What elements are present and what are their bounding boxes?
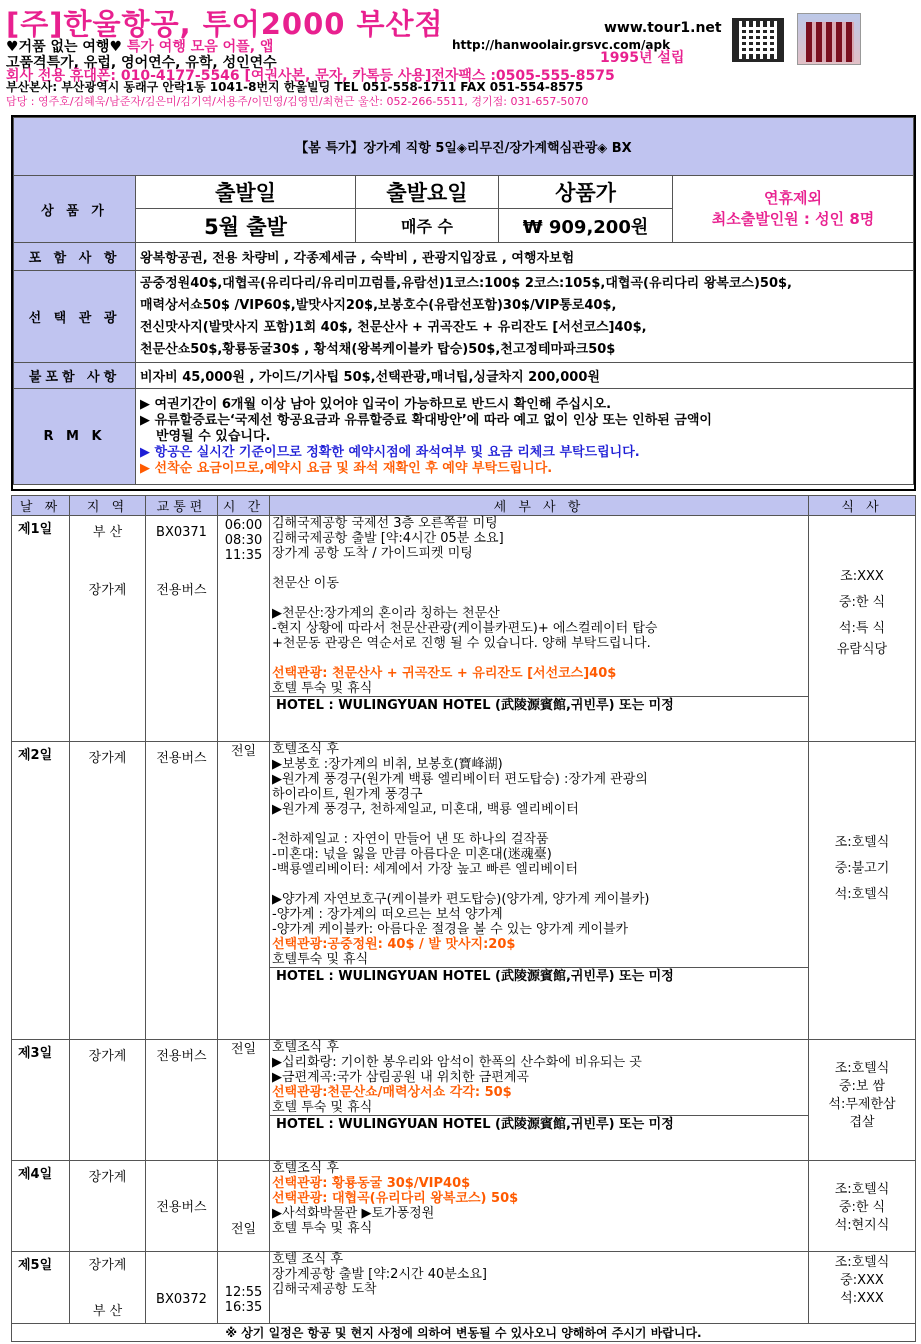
- transport-cell: 전용버스: [146, 1040, 218, 1161]
- meals-cell: 조:호텔식 중:불고기 석:호텔식: [809, 742, 916, 1040]
- hotline: 회사 전용 휴대폰: 010-4177-5546 [여권사본, 문자, 카톡등 사용]전자팩스 :0505-555-8575: [6, 68, 615, 84]
- th-details: 세 부 사 항: [270, 496, 809, 516]
- day-row: [12, 1161, 916, 1252]
- day-label: 제3일: [12, 1040, 70, 1161]
- exclusions: 비자비 45,000원 , 가이드/기사팁 50$,선택관광,매너팁,싱글차지 200,000원: [136, 363, 914, 389]
- col-depart: 출발일: [136, 176, 356, 209]
- transport-cell: BX0372: [146, 1252, 218, 1324]
- incl-label: 포 함 사 항: [14, 243, 136, 271]
- office-building-photo: [797, 13, 861, 65]
- min-pax: 최소출발인원 : 성인 8명: [711, 210, 875, 228]
- time-cell: 06:00 08:30 11:35: [218, 516, 270, 742]
- rmk-label: R M K: [14, 389, 136, 485]
- region-cell: 장가계: [70, 742, 146, 1040]
- agency-header: [0, 0, 921, 112]
- region-cell: 장가계 부 산: [70, 1252, 146, 1324]
- depart-weekday: 매주 수: [356, 209, 499, 243]
- transport-cell: 전용버스: [146, 742, 218, 1040]
- time-cell: 전일: [218, 742, 270, 1040]
- depart-month: 5월 출발: [136, 209, 356, 243]
- day-row: [12, 742, 916, 1040]
- detail-cell: 호텔조식 후 ▶보봉호 :장가계의 비취, 보봉호(寶峰湖) ▶원가계 풍경구(원가계 백룡 엘리베이터 편도탑승) :장가계 관광의 하이라이트, 원가계 풍경구 ▶원가계 풍경구, 천하제일교, 미혼대, 백룡 엘리베이터 -천하제일교 : 자연이 만들어 낸 또 하나의 걸작품 -미혼대: 넋을 잃을 만큼 아름다운 미혼대(迷魂臺) -백룡엘리베이터: 세계에서 가장 높고 빠른 엘리베이터 ▶양가계 자연보호구(케이블카 편도탑승)(양가계, 양가계 케이블카) -양가계 : 장가계의 떠오르는 보석 양가계 -양가계 케이블카: 아름다운 절경을 볼 수 있는 양가계 케이블카 선택관광:공중정원: 40$ / 발 맛사지:20$ 호텔투숙 및 휴식 HOTEL : WULINGYUAN HOTEL (武陵源賓館,귀빈루) 또는 미정: [270, 742, 809, 1040]
- founded-year: 1995년 설립: [600, 50, 685, 66]
- meals-cell: 조:호텔식 중:한 식 석:현지식: [809, 1161, 916, 1252]
- remarks: ▶ 여권기간이 6개월 이상 남아 있어야 입국이 가능하므로 반드시 확인해 주십시오. ▶ 유류할증료는‘국제선 항공요금과 유류할증료 확대방안’에 따라 예고 없이 인상 또는 인하된 금액이 반영될 수 있습니다. ▶ 항공은 실시간 기준이므로 정확한 예약시점에 좌석여부 및 요금 리체크 부탁드립니다. ▶ 선착순 요금이므로,예약시 요금 및 좌석 재확인 후 예약 부탁드립니다.: [136, 389, 914, 485]
- time-cell: 전일: [218, 1161, 270, 1252]
- th-transport: 교통편: [146, 496, 218, 516]
- product-summary: [11, 115, 916, 491]
- opt-label: 선 택 관 광: [14, 271, 136, 363]
- slogan: ♥거품 없는 여행♥ 특가 여행 모음 어플, 앱: [6, 39, 274, 55]
- detail-cell: 호텔 조식 후 장가계공항 출발 [약:2시간 40분소요] 김해국제공항 도착: [270, 1252, 809, 1324]
- website-link[interactable]: www.tour1.net: [604, 20, 722, 36]
- th-date: 날 짜: [12, 496, 70, 516]
- app-url[interactable]: http://hanwoolair.grsvc.com/apk: [452, 38, 671, 52]
- transport-cell: BX0371 전용버스: [146, 516, 218, 742]
- time-cell: 전일: [218, 1040, 270, 1161]
- day-label: 제5일: [12, 1252, 70, 1324]
- th-meals: 식 사: [809, 496, 916, 516]
- day-row: [12, 1040, 916, 1161]
- transport-cell: 전용버스: [146, 1161, 218, 1252]
- product-title: 【봄 특가】장가계 직항 5일◈리무진/장가계핵심관광◈ BX: [14, 118, 914, 176]
- address: 부산본사: 부산광역시 동래구 안락1동 1041-8번지 한울빌딩 TEL 051-558-1711 FAX 051-554-8575: [6, 80, 584, 94]
- detail-cell: 호텔조식 후 ▶십리화랑: 기이한 봉우리와 암석이 한폭의 산수화에 비유되는 곳 ▶금편계곡:국가 삼림공원 내 위치한 금편계곡 선택관광:천문산쇼/매력상서쇼 각각: 50$ 호텔 투숙 및 휴식 HOTEL : WULINGYUAN HOTEL (武陵源賓館,귀빈루) 또는 미정: [270, 1040, 809, 1161]
- col-price: 상품가: [499, 176, 673, 209]
- th-time: 시 간: [218, 496, 270, 516]
- itinerary-header: [12, 496, 916, 516]
- company-name: [주]한울항공, 투어2000 부산점: [6, 7, 444, 41]
- product-price: ₩ 909,200원: [499, 209, 673, 243]
- excl-label: 불포함 사항: [14, 363, 136, 389]
- day-label: 제1일: [12, 516, 70, 742]
- hotel-info: HOTEL : WULINGYUAN HOTEL (武陵源賓館,귀빈루) 또는 미정: [270, 696, 808, 714]
- region-cell: 장가계: [70, 1040, 146, 1161]
- inclusions: 왕복항공권, 전용 차량비 , 각종제세금 , 숙박비 , 관광지입장료 , 여행자보험: [136, 243, 914, 271]
- th-region: 지 역: [70, 496, 146, 516]
- region-cell: 부 산 장가계: [70, 516, 146, 742]
- hotel-info: HOTEL : WULINGYUAN HOTEL (武陵源賓館,귀빈루) 또는 미정: [270, 967, 808, 985]
- meals-cell: 조:호텔식 중:보 쌈 석:무제한삼 겹살: [809, 1040, 916, 1161]
- day-row: [12, 516, 916, 742]
- hotel-info: HOTEL : WULINGYUAN HOTEL (武陵源賓館,귀빈루) 또는 미정: [270, 1115, 808, 1133]
- meals-cell: 조:XXX 중:한 식 석:특 식 유람식당: [809, 516, 916, 742]
- region-cell: 장가계: [70, 1161, 146, 1252]
- service-line: 고품격특가, 유럽, 영어연수, 유학, 성인연수: [6, 55, 277, 71]
- day-label: 제4일: [12, 1161, 70, 1252]
- time-cell: 12:55 16:35: [218, 1252, 270, 1324]
- optional-tours: 공중정원40$,대협곡(유리다리/유리미끄럼틀,유람선)1코스:100$ 2코스:105$,대협곡(유리다리 왕복코스)50$, 매력상서쇼50$ /VIP60$,발맛사지20$,보봉호수(유람선포함)30$/VIP통로40$, 전신맛사지(발맛사지 포함)1회 40$, 천문산사 + 귀곡잔도 + 유리잔도 [서선코스]40$, 천문산쇼50$,황룡동굴30$ , 황석채(왕복케이블카 탑승)50$,천고정테마파크50$: [136, 271, 914, 363]
- footer-note: ※ 상기 일정은 항공 및 현지 사정에 의하여 변동될 수 있사오니 양해하여 주시기 바랍니다.: [12, 1324, 916, 1342]
- col-weekday: 출발요일: [356, 176, 499, 209]
- meals-cell: 조:호텔식 중:XXX 석:XXX: [809, 1252, 916, 1324]
- detail-cell: 호텔조식 후 선택관광: 황룡동굴 30$/VIP40$ 선택관광: 대협곡(유리다리 왕복코스) 50$ ▶사석화박물관 ▶토가풍정원 호텔 투숙 및 휴식: [270, 1161, 809, 1252]
- holiday-note: 연휴제외: [764, 189, 822, 207]
- day-row: [12, 1252, 916, 1324]
- detail-cell: 김해국제공항 국제선 3층 오른쪽끝 미팅 김해국제공항 출발 [약:4시간 05분 소요] 장가계 공항 도착 / 가이드피켓 미팅 천문산 이동 ▶천문산:장가계의 혼이라 칭하는 천문산 -현지 상황에 따라서 천문산관광(케이블카편도)+ 에스컬레이터 탑승 +천문동 관광은 역순서로 진행 될 수 있습니다. 양해 부탁드립니다. 선택관광: 천문산사 + 귀곡잔도 + 유리잔도 [서선코스]40$ 호텔 투숙 및 휴식 HOTEL : WULINGYUAN HOTEL (武陵源賓館,귀빈루) 또는 미정: [270, 516, 809, 742]
- staff-list: 담당 : 영주호/김혜욱/남준자/김은미/김기역/서용주/이민영/김영민/최현근 울산: 052-266-5511, 경기점: 031-657-5070: [6, 95, 589, 108]
- price-label: 상 품 가: [14, 176, 136, 243]
- itinerary-table: [11, 495, 916, 1342]
- day-label: 제2일: [12, 742, 70, 1040]
